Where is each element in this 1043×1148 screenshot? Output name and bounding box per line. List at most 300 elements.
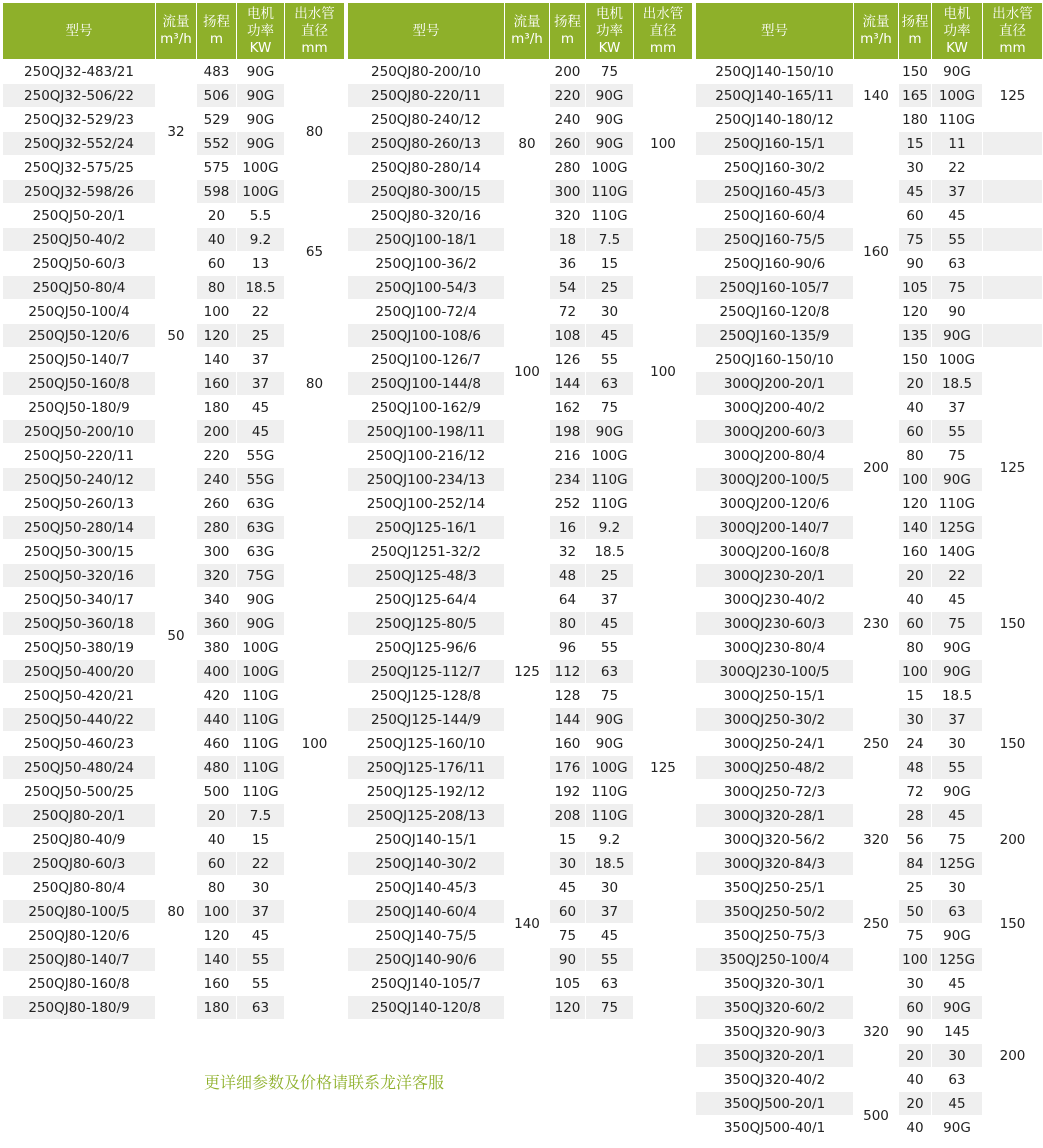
model-cell: 300QJ200-120/6 <box>696 492 854 516</box>
head-cell: 120 <box>197 924 237 948</box>
head-cell: 108 <box>550 324 586 348</box>
power-cell: 55 <box>237 972 285 996</box>
flow-cell: 50 <box>156 468 197 804</box>
model-cell: 250QJ125-16/1 <box>348 516 505 540</box>
header-flow-line: 流量 <box>862 14 890 30</box>
power-cell: 30 <box>586 300 634 324</box>
model-cell: 350QJ250-100/4 <box>696 948 854 972</box>
header-flow-line: m³/h <box>860 31 892 47</box>
head-cell: 120 <box>899 492 932 516</box>
pipe-cell: 150 <box>983 684 1043 804</box>
model-cell: 250QJ160-15/1 <box>696 132 854 156</box>
power-cell: 30 <box>932 732 983 756</box>
head-cell: 220 <box>197 444 237 468</box>
table-row <box>696 372 1043 396</box>
model-cell: 250QJ50-160/8 <box>3 372 156 396</box>
model-cell: 250QJ140-105/7 <box>348 972 505 996</box>
model-cell: 300QJ250-24/1 <box>696 732 854 756</box>
header-model <box>696 3 854 60</box>
power-cell: 30 <box>237 876 285 900</box>
model-cell: 300QJ230-40/2 <box>696 588 854 612</box>
model-cell: 350QJ320-30/1 <box>696 972 854 996</box>
model-cell: 250QJ80-200/10 <box>348 60 505 84</box>
pipe-cell: 150 <box>983 876 1043 972</box>
header-flow <box>156 3 197 60</box>
header-power-line: KW <box>946 39 968 56</box>
head-cell: 192 <box>550 780 586 804</box>
model-cell: 250QJ32-483/21 <box>3 60 156 84</box>
power-cell: 90G <box>932 996 983 1020</box>
head-cell: 400 <box>197 660 237 684</box>
head-cell: 72 <box>550 300 586 324</box>
power-cell: 100G <box>932 84 983 108</box>
model-cell: 250QJ160-30/2 <box>696 156 854 180</box>
power-cell: 110G <box>586 468 634 492</box>
power-cell: 63 <box>932 900 983 924</box>
model-cell: 250QJ100-54/3 <box>348 276 505 300</box>
pipe-cell: 150 <box>983 564 1043 684</box>
flow-cell: 50 <box>156 204 197 468</box>
head-cell: 120 <box>550 996 586 1020</box>
model-cell: 250QJ50-280/14 <box>3 516 156 540</box>
head-cell: 96 <box>550 636 586 660</box>
power-cell: 90G <box>586 732 634 756</box>
flow-cell: 100 <box>505 228 550 516</box>
model-cell: 300QJ200-60/3 <box>696 420 854 444</box>
flow-cell: 125 <box>505 516 550 828</box>
header-flow <box>505 3 550 60</box>
pipe-cell: 100 <box>285 468 345 1020</box>
power-cell: 110G <box>586 492 634 516</box>
model-cell: 250QJ140-75/5 <box>348 924 505 948</box>
model-cell: 250QJ100-36/2 <box>348 252 505 276</box>
head-cell: 80 <box>899 636 932 660</box>
head-cell: 598 <box>197 180 237 204</box>
model-cell: 250QJ125-64/4 <box>348 588 505 612</box>
head-cell: 28 <box>899 804 932 828</box>
power-cell: 9.2 <box>586 516 634 540</box>
power-cell: 75 <box>586 60 634 84</box>
power-cell: 90G <box>586 708 634 732</box>
head-cell: 160 <box>550 732 586 756</box>
header-pipe-line: 出水管 <box>642 5 684 22</box>
header-head-line: 扬程 <box>203 14 230 30</box>
power-cell: 110G <box>586 780 634 804</box>
model-cell: 250QJ80-220/11 <box>348 84 505 108</box>
model-cell: 250QJ50-460/23 <box>3 732 156 756</box>
model-cell: 350QJ250-75/3 <box>696 924 854 948</box>
head-cell: 200 <box>197 420 237 444</box>
header-head <box>550 3 586 60</box>
header-flow <box>854 3 899 60</box>
head-cell: 440 <box>197 708 237 732</box>
head-cell: 30 <box>550 852 586 876</box>
head-cell: 320 <box>550 204 586 228</box>
head-cell: 20 <box>899 1044 932 1068</box>
power-cell: 37 <box>932 180 983 204</box>
header-head-line: m <box>908 31 922 47</box>
power-cell: 100G <box>586 756 634 780</box>
head-cell: 160 <box>197 972 237 996</box>
model-cell: 250QJ32-529/23 <box>3 108 156 132</box>
power-cell: 15 <box>237 828 285 852</box>
model-cell: 250QJ80-260/13 <box>348 132 505 156</box>
power-cell: 125G <box>932 948 983 972</box>
head-cell: 240 <box>550 108 586 132</box>
power-cell: 9.2 <box>586 828 634 852</box>
model-cell: 250QJ32-575/25 <box>3 156 156 180</box>
power-cell: 30 <box>932 1044 983 1068</box>
head-cell: 24 <box>899 732 932 756</box>
power-cell: 90G <box>932 660 983 684</box>
model-cell: 250QJ32-552/24 <box>3 132 156 156</box>
flow-cell: 32 <box>156 60 197 204</box>
head-cell: 54 <box>550 276 586 300</box>
table-row <box>696 804 1043 828</box>
model-cell: 250QJ140-45/3 <box>348 876 505 900</box>
pipe-cell: 200 <box>983 804 1043 876</box>
flow-cell: 80 <box>505 60 550 228</box>
head-cell: 128 <box>550 684 586 708</box>
header-head-line: 扬程 <box>901 14 929 30</box>
power-cell: 45 <box>586 612 634 636</box>
header-model-text: 型号 <box>65 22 93 39</box>
head-cell: 180 <box>899 108 932 132</box>
model-cell: 250QJ140-165/11 <box>696 84 854 108</box>
model-cell: 250QJ50-200/10 <box>3 420 156 444</box>
pipe-cell: 200 <box>983 972 1043 1140</box>
power-cell: 5.5 <box>237 204 285 228</box>
head-cell: 220 <box>550 84 586 108</box>
head-cell: 360 <box>197 612 237 636</box>
power-cell: 90G <box>932 468 983 492</box>
header-model-text: 型号 <box>412 22 440 39</box>
head-cell: 162 <box>550 396 586 420</box>
model-cell: 250QJ50-80/4 <box>3 276 156 300</box>
power-cell: 110G <box>237 756 285 780</box>
pipe-cell: 65 <box>285 204 345 300</box>
spec-table-1 <box>2 2 345 1020</box>
model-cell: 250QJ140-150/10 <box>696 60 854 84</box>
power-cell: 45 <box>932 1092 983 1116</box>
header-model-text: 型号 <box>761 22 788 39</box>
header-head-line: 扬程 <box>554 14 581 30</box>
power-cell: 55 <box>932 420 983 444</box>
head-cell: 80 <box>899 444 932 468</box>
header-pipe-line: 直径 <box>649 22 677 39</box>
model-cell: 300QJ200-80/4 <box>696 444 854 468</box>
head-cell: 48 <box>550 564 586 588</box>
head-cell: 105 <box>550 972 586 996</box>
head-cell: 180 <box>197 396 237 420</box>
power-cell: 63G <box>237 540 285 564</box>
spec-table-3 <box>695 2 1043 1140</box>
head-cell: 40 <box>197 228 237 252</box>
head-cell: 280 <box>550 156 586 180</box>
model-cell: 250QJ100-144/8 <box>348 372 505 396</box>
head-cell: 140 <box>899 516 932 540</box>
flow-cell: 230 <box>854 564 899 684</box>
head-cell: 25 <box>899 876 932 900</box>
power-cell: 45 <box>586 924 634 948</box>
model-cell: 250QJ160-135/9 <box>696 324 854 348</box>
head-cell: 72 <box>899 780 932 804</box>
head-cell: 234 <box>550 468 586 492</box>
power-cell: 37 <box>237 348 285 372</box>
head-cell: 75 <box>550 924 586 948</box>
model-cell: 300QJ230-100/5 <box>696 660 854 684</box>
head-cell: 300 <box>550 180 586 204</box>
pipe-cell <box>983 156 1043 180</box>
header-power <box>586 3 634 60</box>
power-cell: 55 <box>586 348 634 372</box>
model-cell: 350QJ320-90/3 <box>696 1020 854 1044</box>
power-cell: 11 <box>932 132 983 156</box>
model-cell: 300QJ230-20/1 <box>696 564 854 588</box>
pipe-cell <box>983 132 1043 156</box>
power-cell: 90G <box>932 60 983 84</box>
pipe-cell <box>983 276 1043 300</box>
table-row <box>696 60 1043 84</box>
model-cell: 250QJ80-140/7 <box>3 948 156 972</box>
power-cell: 18.5 <box>932 372 983 396</box>
head-cell: 30 <box>899 708 932 732</box>
power-cell: 63 <box>586 372 634 396</box>
power-cell: 100G <box>932 348 983 372</box>
model-cell: 250QJ100-162/9 <box>348 396 505 420</box>
model-cell: 300QJ320-28/1 <box>696 804 854 828</box>
header-pipe-line: 直径 <box>301 22 328 39</box>
model-cell: 250QJ50-240/12 <box>3 468 156 492</box>
flow-cell: 250 <box>854 684 899 804</box>
head-cell: 20 <box>899 1092 932 1116</box>
head-cell: 20 <box>899 372 932 396</box>
head-cell: 120 <box>899 300 932 324</box>
power-cell: 90G <box>586 420 634 444</box>
power-cell: 63 <box>237 996 285 1020</box>
flow-cell: 140 <box>505 828 550 1020</box>
head-cell: 20 <box>899 564 932 588</box>
head-cell: 60 <box>197 252 237 276</box>
power-cell: 110G <box>586 204 634 228</box>
power-cell: 63 <box>932 1068 983 1092</box>
power-cell: 110G <box>237 684 285 708</box>
power-cell: 145 <box>932 1020 983 1044</box>
power-cell: 25 <box>237 324 285 348</box>
head-cell: 105 <box>899 276 932 300</box>
spec-table-2 <box>347 2 693 1020</box>
pipe-cell <box>983 348 1043 372</box>
model-cell: 350QJ320-20/1 <box>696 1044 854 1068</box>
head-cell: 40 <box>899 396 932 420</box>
power-cell: 63 <box>586 972 634 996</box>
head-cell: 32 <box>550 540 586 564</box>
power-cell: 90G <box>932 924 983 948</box>
table-row <box>696 564 1043 588</box>
head-cell: 176 <box>550 756 586 780</box>
header-row <box>348 3 693 60</box>
model-cell: 250QJ50-60/3 <box>3 252 156 276</box>
model-cell: 250QJ50-420/21 <box>3 684 156 708</box>
head-cell: 380 <box>197 636 237 660</box>
head-cell: 15 <box>899 684 932 708</box>
power-cell: 110G <box>237 732 285 756</box>
model-cell: 250QJ50-340/17 <box>3 588 156 612</box>
model-cell: 250QJ80-100/5 <box>3 900 156 924</box>
table-row <box>3 468 345 492</box>
power-cell: 25 <box>586 564 634 588</box>
flow-cell: 140 <box>854 60 899 132</box>
header-pipe-line: mm <box>649 39 677 56</box>
model-cell: 250QJ140-15/1 <box>348 828 505 852</box>
head-cell: 208 <box>550 804 586 828</box>
model-cell: 250QJ50-180/9 <box>3 396 156 420</box>
power-cell: 110G <box>932 492 983 516</box>
head-cell: 15 <box>550 828 586 852</box>
head-cell: 150 <box>899 348 932 372</box>
model-cell: 300QJ200-40/2 <box>696 396 854 420</box>
header-head-line: m <box>209 31 224 47</box>
model-cell: 250QJ125-160/10 <box>348 732 505 756</box>
power-cell: 90G <box>237 612 285 636</box>
flow-cell: 80 <box>156 804 197 1020</box>
power-cell: 75 <box>932 276 983 300</box>
head-cell: 480 <box>197 756 237 780</box>
model-cell: 250QJ50-380/19 <box>3 636 156 660</box>
model-cell: 350QJ320-60/2 <box>696 996 854 1020</box>
head-cell: 100 <box>197 900 237 924</box>
head-cell: 60 <box>197 852 237 876</box>
model-cell: 350QJ500-20/1 <box>696 1092 854 1116</box>
header-power <box>932 3 983 60</box>
header-pipe <box>285 3 345 60</box>
power-cell: 100G <box>237 660 285 684</box>
power-cell: 75G <box>237 564 285 588</box>
head-cell: 18 <box>550 228 586 252</box>
head-cell: 100 <box>899 660 932 684</box>
power-cell: 45 <box>586 324 634 348</box>
table-row <box>696 876 1043 900</box>
power-cell: 55 <box>237 948 285 972</box>
power-cell: 125G <box>932 516 983 540</box>
head-cell: 252 <box>550 492 586 516</box>
head-cell: 340 <box>197 588 237 612</box>
flow-cell: 320 <box>854 972 899 1092</box>
model-cell: 250QJ50-300/15 <box>3 540 156 564</box>
model-cell: 250QJ50-20/1 <box>3 204 156 228</box>
power-cell: 45 <box>932 204 983 228</box>
model-cell: 300QJ320-56/2 <box>696 828 854 852</box>
power-cell: 63G <box>237 516 285 540</box>
model-cell: 250QJ160-75/5 <box>696 228 854 252</box>
pipe-cell <box>983 228 1043 252</box>
power-cell: 140G <box>932 540 983 564</box>
head-cell: 483 <box>197 60 237 84</box>
power-cell: 100G <box>237 180 285 204</box>
power-cell: 75 <box>586 396 634 420</box>
power-cell: 37 <box>237 900 285 924</box>
head-cell: 50 <box>899 900 932 924</box>
power-cell: 90G <box>586 84 634 108</box>
power-cell: 90G <box>237 588 285 612</box>
head-cell: 84 <box>899 852 932 876</box>
header-model <box>348 3 505 60</box>
power-cell: 55 <box>586 948 634 972</box>
power-cell: 90G <box>237 132 285 156</box>
pipe-cell: 80 <box>285 300 345 468</box>
power-cell: 55 <box>932 756 983 780</box>
header-flow-line: m³/h <box>511 31 543 47</box>
power-cell: 90G <box>932 636 983 660</box>
power-cell: 90G <box>237 108 285 132</box>
model-cell: 250QJ50-360/18 <box>3 612 156 636</box>
model-cell: 250QJ50-260/13 <box>3 492 156 516</box>
head-cell: 75 <box>899 228 932 252</box>
power-cell: 63 <box>932 252 983 276</box>
power-cell: 90G <box>932 324 983 348</box>
model-cell: 250QJ80-300/15 <box>348 180 505 204</box>
head-cell: 144 <box>550 708 586 732</box>
model-cell: 250QJ80-240/12 <box>348 108 505 132</box>
model-cell: 350QJ250-25/1 <box>696 876 854 900</box>
model-cell: 250QJ80-320/16 <box>348 204 505 228</box>
power-cell: 22 <box>237 852 285 876</box>
model-cell: 300QJ230-80/4 <box>696 636 854 660</box>
model-cell: 250QJ32-598/26 <box>3 180 156 204</box>
head-cell: 40 <box>899 1116 932 1140</box>
header-power-line: 功率 <box>943 22 971 39</box>
flow-cell: 250 <box>854 876 899 972</box>
model-cell: 300QJ200-140/7 <box>696 516 854 540</box>
head-cell: 460 <box>197 732 237 756</box>
model-cell: 250QJ80-160/8 <box>3 972 156 996</box>
power-cell: 13 <box>237 252 285 276</box>
flow-cell: 320 <box>854 804 899 876</box>
head-cell: 216 <box>550 444 586 468</box>
head-cell: 150 <box>899 60 932 84</box>
model-cell: 350QJ320-40/2 <box>696 1068 854 1092</box>
model-cell: 300QJ250-72/3 <box>696 780 854 804</box>
model-cell: 250QJ80-60/3 <box>3 852 156 876</box>
header-pipe-line: mm <box>999 39 1026 56</box>
model-cell: 250QJ100-108/6 <box>348 324 505 348</box>
header-flow-line: 流量 <box>513 14 541 30</box>
model-cell: 250QJ125-112/7 <box>348 660 505 684</box>
power-cell: 75 <box>586 684 634 708</box>
power-cell: 18.5 <box>586 852 634 876</box>
model-cell: 250QJ80-20/1 <box>3 804 156 828</box>
head-cell: 575 <box>197 156 237 180</box>
header-power-line: 电机 <box>943 5 971 22</box>
model-cell: 250QJ125-208/13 <box>348 804 505 828</box>
head-cell: 529 <box>197 108 237 132</box>
power-cell: 18.5 <box>586 540 634 564</box>
power-cell: 63 <box>586 660 634 684</box>
head-cell: 552 <box>197 132 237 156</box>
power-cell: 100G <box>237 156 285 180</box>
head-cell: 60 <box>899 612 932 636</box>
head-cell: 160 <box>197 372 237 396</box>
header-pipe-line: 出水管 <box>294 5 335 22</box>
head-cell: 180 <box>197 996 237 1020</box>
pipe-cell: 100 <box>634 60 693 228</box>
head-cell: 420 <box>197 684 237 708</box>
head-cell: 60 <box>899 420 932 444</box>
head-cell: 40 <box>197 828 237 852</box>
header-power-line: KW <box>598 39 621 56</box>
model-cell: 250QJ160-60/4 <box>696 204 854 228</box>
power-cell: 90G <box>932 780 983 804</box>
